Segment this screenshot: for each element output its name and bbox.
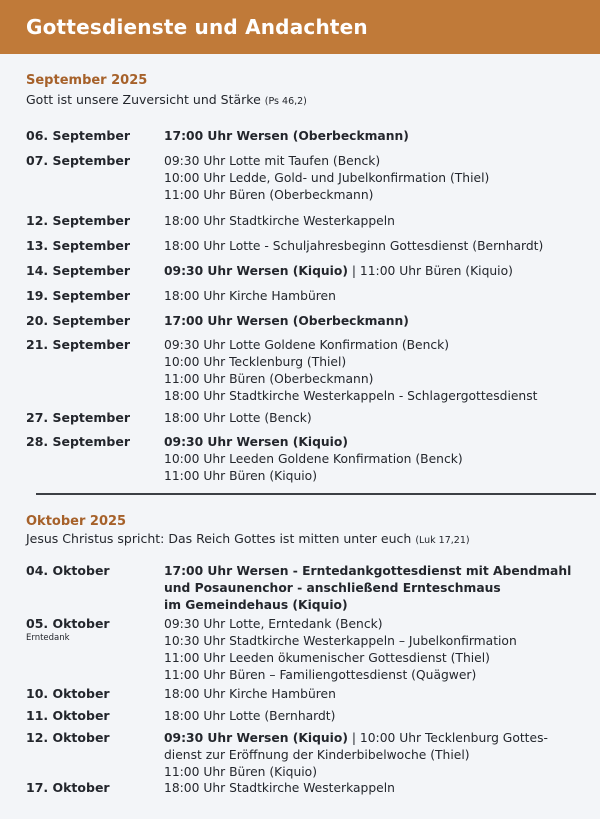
event-line: 11:00 Uhr Büren (Kiquio)	[164, 469, 318, 483]
verse-text: Jesus Christus spricht: Das Reich Gottes ist mitten unter euch	[26, 531, 412, 546]
header-bar	[0, 0, 600, 54]
event-date: 21. September	[26, 337, 130, 352]
event-date: 17. Oktober	[26, 780, 110, 795]
event-line: 10:30 Uhr Stadtkirche Westerkappeln – Jubelkonfirmation	[164, 634, 517, 648]
event-lines	[164, 213, 596, 230]
event-line: 18:00 Uhr Stadtkirche Westerkappeln	[164, 781, 395, 795]
event-line: 11:00 Uhr Büren – Familiengottesdienst (Quägwer)	[164, 668, 477, 682]
event-lines	[164, 153, 596, 204]
event-line: 18:00 Uhr Lotte (Benck)	[164, 411, 312, 425]
event-lines	[164, 288, 596, 305]
event-lines	[164, 238, 596, 255]
event-line: im Gemeindehaus (Kiquio)	[164, 598, 348, 612]
event-line	[164, 263, 596, 280]
event-lines	[164, 434, 596, 485]
event-date: 10. Oktober	[26, 686, 110, 701]
month-heading-september: September 2025	[26, 73, 148, 88]
event-line-bold: 09:30 Uhr Wersen (Kiquio)	[164, 264, 348, 278]
event-line: 18:00 Uhr Stadtkirche Westerkappeln	[164, 214, 395, 228]
month-heading-oktober: Oktober 2025	[26, 514, 127, 529]
event-date: 20. September	[26, 313, 130, 328]
verse-oktober	[26, 531, 470, 546]
event-line: 09:30 Uhr Wersen (Kiquio)	[164, 435, 348, 449]
event-lines	[164, 263, 596, 280]
event-line: 17:00 Uhr Wersen - Erntedankgottesdienst mit Abendmahl	[164, 564, 572, 578]
event-date: 06. September	[26, 128, 130, 143]
event-date: 12. Oktober	[26, 730, 110, 745]
event-line: 11:00 Uhr Büren (Oberbeckmann)	[164, 372, 374, 386]
event-line: 09:30 Uhr Lotte Goldene Konfirmation (Benck)	[164, 338, 450, 352]
event-date-text: 05. Oktober	[26, 616, 110, 631]
event-line-rest: 10:00 Uhr Tecklenburg Gottes-	[359, 731, 548, 745]
event-date: 07. September	[26, 153, 130, 168]
event-line: 11:00 Uhr Leeden ökumenischer Gottesdienst (Thiel)	[164, 651, 490, 665]
event-date: 11. Oktober	[26, 708, 110, 723]
event-line: 17:00 Uhr Wersen (Oberbeckmann)	[164, 129, 409, 143]
event-lines	[164, 313, 596, 330]
event-line: 18:00 Uhr Kirche Hambüren	[164, 289, 336, 303]
event-lines	[164, 616, 596, 684]
event-date: 27. September	[26, 410, 130, 425]
event-line: 18:00 Uhr Stadtkirche Westerkappeln - Schlagergottesdienst	[164, 389, 538, 403]
event-lines	[164, 780, 596, 797]
event-line	[164, 730, 596, 747]
separator: |	[347, 731, 360, 745]
event-date-note: Erntedank	[26, 633, 70, 643]
verse-reference: (Ps 46,2)	[264, 96, 307, 107]
event-line: 11:00 Uhr Büren (Oberbeckmann)	[164, 188, 374, 202]
event-date: 28. September	[26, 434, 130, 449]
page-title: Gottesdienste und Andachten	[26, 15, 368, 39]
event-line: 18:00 Uhr Kirche Hambüren	[164, 687, 336, 701]
event-lines	[164, 337, 596, 405]
event-line: 10:00 Uhr Ledde, Gold- und Jubelkonfirmation (Thiel)	[164, 171, 490, 185]
verse-september	[26, 92, 307, 107]
event-line: 09:30 Uhr Lotte, Erntedank (Benck)	[164, 617, 383, 631]
event-line: 11:00 Uhr Büren (Kiquio)	[164, 765, 318, 779]
verse-reference: (Luk 17,21)	[415, 535, 470, 546]
event-date: 13. September	[26, 238, 130, 253]
event-line-rest: 11:00 Uhr Büren (Kiquio)	[359, 264, 513, 278]
event-line: 18:00 Uhr Lotte - Schuljahresbeginn Gottesdienst (Bernhardt)	[164, 239, 544, 253]
event-date: 19. September	[26, 288, 130, 303]
separator: |	[347, 264, 360, 278]
event-date	[26, 616, 166, 643]
event-lines	[164, 686, 596, 703]
event-lines	[164, 708, 596, 725]
event-date: 14. September	[26, 263, 130, 278]
event-line: 10:00 Uhr Tecklenburg (Thiel)	[164, 355, 347, 369]
event-date: 12. September	[26, 213, 130, 228]
event-lines	[164, 410, 596, 427]
event-lines	[164, 730, 596, 781]
event-lines	[164, 563, 596, 614]
event-line: und Posaunenchor - anschließend Ernteschmaus	[164, 581, 501, 595]
event-date: 04. Oktober	[26, 563, 110, 578]
event-line: 18:00 Uhr Lotte (Bernhardt)	[164, 709, 336, 723]
event-lines	[164, 128, 596, 145]
event-line: 09:30 Uhr Lotte mit Taufen (Benck)	[164, 154, 381, 168]
event-line-bold: 09:30 Uhr Wersen (Kiquio)	[164, 731, 348, 745]
event-line: dienst zur Eröffnung der Kinderbibelwoche (Thiel)	[164, 748, 470, 762]
event-line: 17:00 Uhr Wersen (Oberbeckmann)	[164, 314, 409, 328]
section-divider	[36, 493, 596, 495]
event-line: 10:00 Uhr Leeden Goldene Konfirmation (Benck)	[164, 452, 463, 466]
verse-text: Gott ist unsere Zuversicht und Stärke	[26, 92, 261, 107]
